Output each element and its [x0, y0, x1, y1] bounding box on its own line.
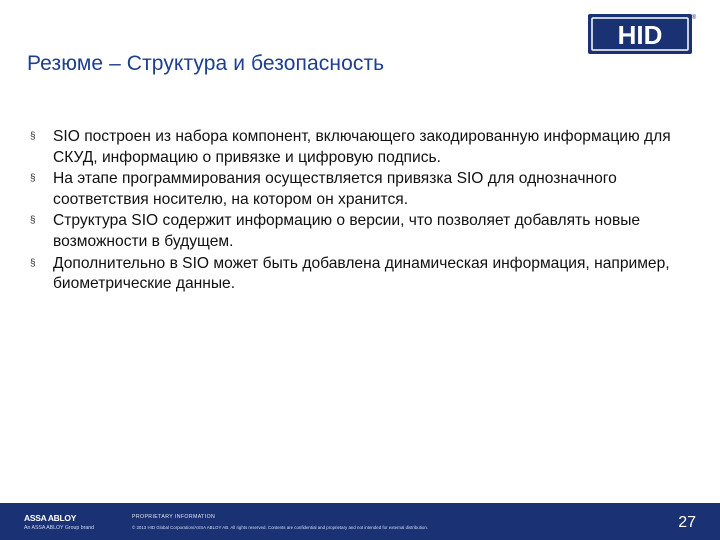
bullet-marker: §	[30, 131, 36, 142]
assa-abloy-tagline: An ASSA ABLOY Group brand	[24, 525, 94, 531]
slide-title: Резюме – Структура и безопасность	[27, 52, 385, 75]
bullet-marker: §	[30, 257, 36, 269]
bullet-text: Структура SIO содержит информацию о версии, что позволяет добавлять новые возможности в будущем.	[53, 212, 641, 250]
hid-logo-trademark: ®	[691, 15, 697, 21]
bullet-item	[30, 254, 695, 295]
hid-logo	[588, 12, 700, 56]
bullet-text: На этапе программирования осуществляется привязка SIO для однозначного соответствия носителю, на котором он хранится.	[53, 170, 617, 208]
bullet-text: SIO построен из набора компонент, включающего закодированную информацию для СКУД, информацию о привязке и цифровую подпись.	[53, 128, 671, 166]
hid-logo-text: HID	[617, 20, 663, 50]
assa-abloy-logo: ASSA ABLOY	[24, 513, 77, 523]
footer-bar	[0, 503, 720, 540]
proprietary-notice: PROPRIETARY INFORMATION	[132, 514, 216, 520]
copyright-notice: © 2013 HID Global Corporation/ASSA ABLOY AB. All rights reserved. Contents are confidential and proprietary and not intended for external distribution.	[132, 525, 429, 530]
page-number: 27	[678, 514, 696, 531]
bullet-marker: §	[30, 173, 36, 185]
bullet-marker: §	[30, 215, 36, 227]
bullet-text: Дополнительно в SIO может быть добавлена динамическая информация, например, биометрические данные.	[53, 254, 670, 293]
bullet-item	[30, 169, 695, 210]
bullet-item	[30, 127, 695, 168]
bullet-list	[30, 127, 695, 296]
bullet-item	[30, 211, 695, 252]
